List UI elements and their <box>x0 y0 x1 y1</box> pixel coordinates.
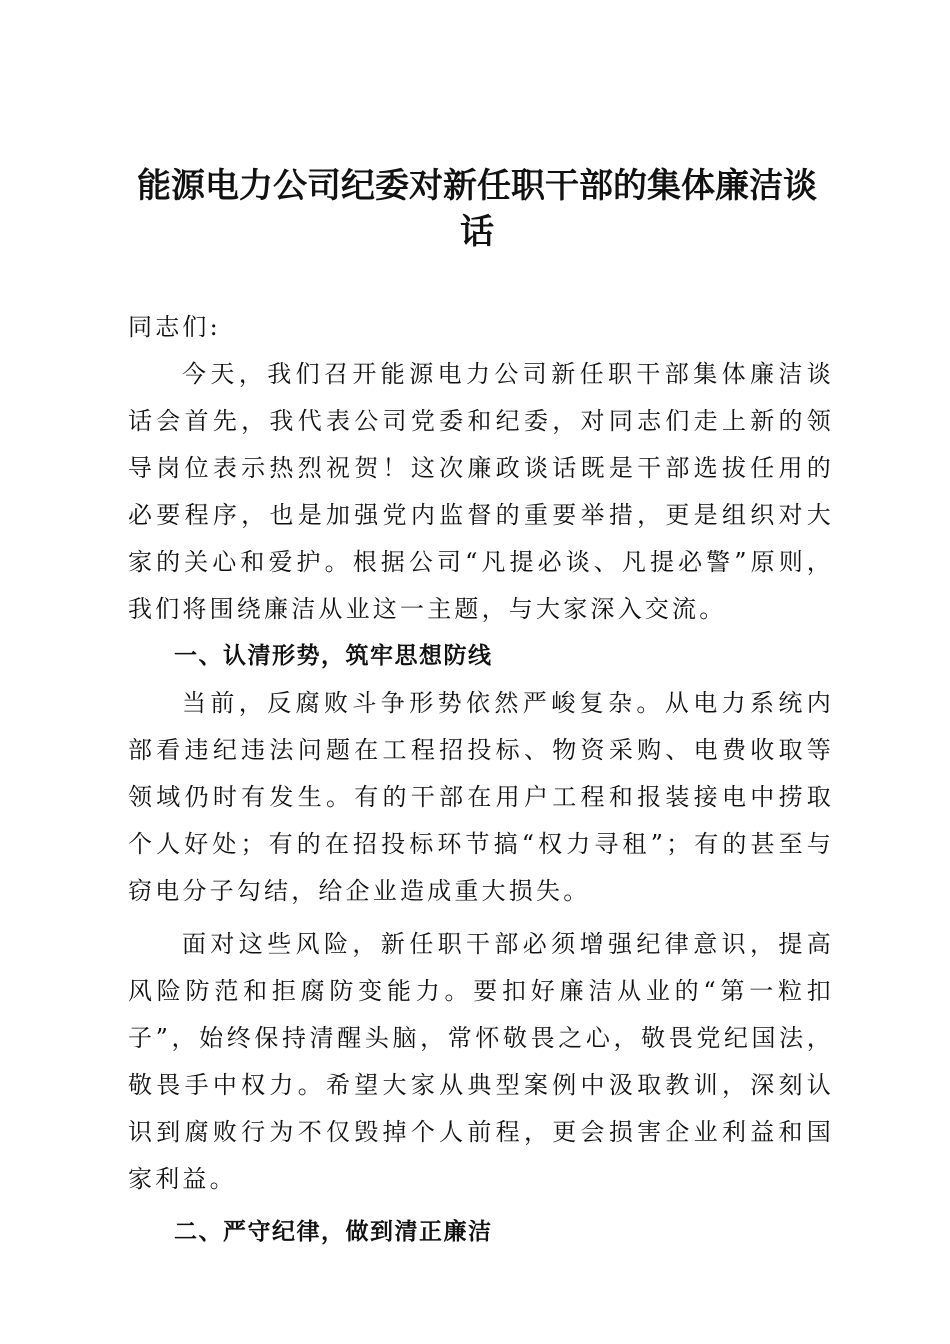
intro-paragraph: 今天，我们召开能源电力公司新任职干部集体廉洁谈话会首先，我代表公司党委和纪委，对同志们走上新的领导岗位表示热烈祝贺！这次廉政谈话既是干部选拔任用的必要程序，也是加强党内监督的重要举措，更是组织对大家的关心和爱护。根据公司“凡提必谈、凡提必警”原则，我们将围绕廉洁从业这一主题，与大家深入交流。 <box>128 360 834 623</box>
section-1-paragraph-2: 面对这些风险，新任职干部必须增强纪律意识，提高风险防范和拒腐防变能力。要扣好廉洁从业的“第一粒扣子”，始终保持清醒头脑，常怀敬畏之心，敬畏党纪国法，敬畏手中权力。希望大家从典型案例中汲取教训，深刻认识到腐败行为不仅毁掉个人前程，更会损害企业利益和国家利益。 <box>128 930 834 1193</box>
section-2-heading: 二、严守纪律，做到清正廉洁 <box>174 1219 493 1245</box>
section-1-heading: 一、认清形势，筑牢思想防线 <box>174 643 493 669</box>
document-title: 能源电力公司纪委对新任职干部的集体廉洁谈话 <box>137 166 817 252</box>
document-body <box>128 304 834 1256</box>
salutation: 同志们: <box>128 313 221 341</box>
section-1-paragraph-1: 当前，反腐败斗争形势依然严峻复杂。从电力系统内部看违纪违法问题在工程招投标、物资采购、电费收取等领域仍时有发生。有的干部在用户工程和报装接电中捞取个人好处；有的在招投标环节搞“权力寻租”；有的甚至与窃电分子勾结，给企业造成重大损失。 <box>128 689 834 905</box>
